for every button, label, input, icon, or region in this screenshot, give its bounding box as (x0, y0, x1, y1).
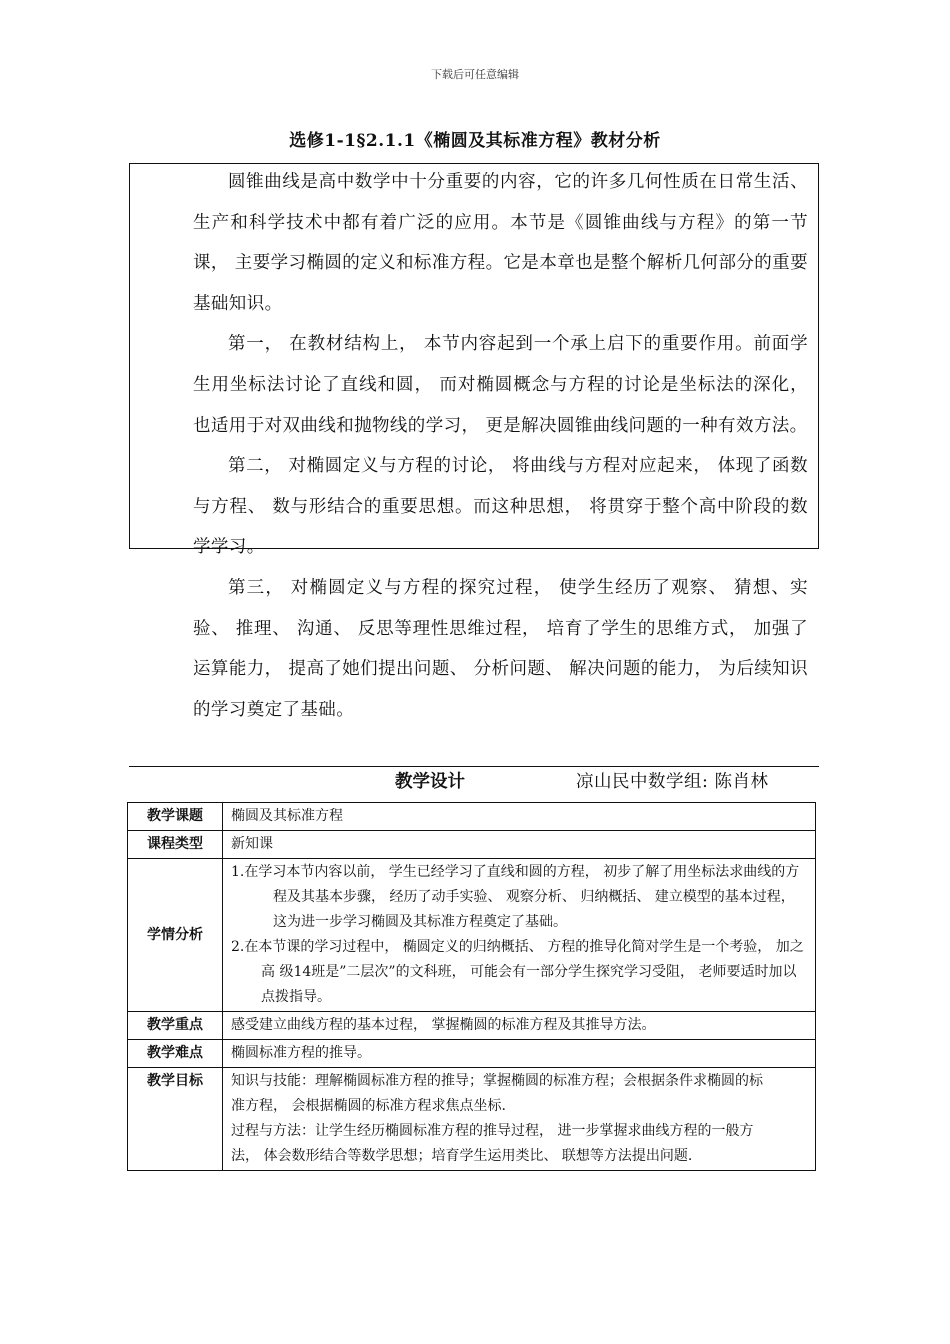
table-row (128, 1012, 816, 1040)
table-row (128, 831, 816, 859)
analysis-paragraph: 圆锥曲线是高中数学中十分重要的内容，它的许多几何性质在日常生活、 生产和科学技术中都有着广泛的应用。本节是《圆锥曲线与方程》的第一节课， 主要学习椭圆的定义和标准方程。它是本章也是整个解析几何部分的重要基础知识。 (193, 172, 808, 314)
key-point-value: 感受建立曲线方程的基本过程， 掌握椭圆的标准方程及其推导方法。 (223, 1012, 816, 1040)
situation-value (223, 859, 816, 1012)
situation-label: 学情分析 (128, 859, 223, 1012)
lesson-plan-table (127, 802, 816, 1171)
type-value: 新知课 (223, 831, 816, 859)
analysis-paragraph: 第二， 对椭圆定义与方程的讨论， 将曲线与方程对应起来， 体现了函数与方程、 数与形结合的重要思想。而这种思想， 将贯穿于整个高中阶段的数学学习。 (193, 456, 808, 558)
table-row (128, 803, 816, 831)
table-row (128, 1068, 816, 1171)
goals-value (223, 1068, 816, 1171)
design-author: 凉山民中数学组: 陈肖林 (576, 772, 769, 792)
analysis-section (193, 162, 808, 730)
key-point-label: 教学重点 (128, 1012, 223, 1040)
goal-item: 过程与方法：让学生经历椭圆标准方程的推导过程， 进一步掌握求曲线方程的一般方法， 体会数形结合等数学思想；培育学生运用类比、 联想等方法提出问题. (231, 1123, 754, 1164)
analysis-paragraph: 第三， 对椭圆定义与方程的探究过程， 使学生经历了观察、 猜想、实验、 推理、 沟通、 反思等理性思维过程， 培育了学生的思维方式， 加强了运算能力， 提高了她们提出问题、 分析问题、 解决问题的能力， 为后续知识的学习奠定了基础。 (193, 577, 808, 720)
table-row (128, 1040, 816, 1068)
topic-value: 椭圆及其标准方程 (223, 803, 816, 831)
difficulty-value: 椭圆标准方程的推导。 (223, 1040, 816, 1068)
type-label: 课程类型 (128, 831, 223, 859)
goal-item: 知识与技能：理解椭圆标准方程的推导；掌握椭圆的标准方程；会根据条件求椭圆的标准方程， 会根据椭圆的标准方程求焦点坐标. (231, 1073, 763, 1114)
difficulty-label: 教学难点 (128, 1040, 223, 1068)
design-heading: 教学设计 (395, 772, 465, 792)
analysis-paragraph: 第一， 在教材结构上， 本节内容起到一个承上启下的重要作用。前面学生用坐标法讨论了直线和圆， 而对椭圆概念与方程的讨论是坐标法的深化， 也适用于对双曲线和抛物线的学习， 更是解决圆锥曲线问题的一种有效方法。 (193, 334, 808, 436)
topic-label: 教学课题 (128, 803, 223, 831)
page-title: 选修1-1§2.1.1《椭圆及其标准方程》教材分析 (289, 131, 661, 151)
goals-label: 教学目标 (128, 1068, 223, 1171)
section-divider (129, 766, 819, 767)
table-row (128, 859, 816, 1012)
situation-item: 2.在本节课的学习过程中， 椭圆定义的归纳概括、 方程的推导化简对学生是一个考验， 加之高 级14班是”二层次”的文科班， 可能会有一部分学生探究学习受阻， 老师要适时加以点拨指导。 (231, 939, 804, 1005)
header-note: 下载后可任意编辑 (431, 68, 519, 81)
situation-item: 1.在学习本节内容以前， 学生已经学习了直线和圆的方程， 初步了解了用坐标法求曲线的方程及其基本步骤， 经历了动手实验、 观察分析、 归纳概括、 建立模型的基本过程， 这为进一步学习椭圆及其标准方程奠定了基础。 (231, 864, 800, 930)
